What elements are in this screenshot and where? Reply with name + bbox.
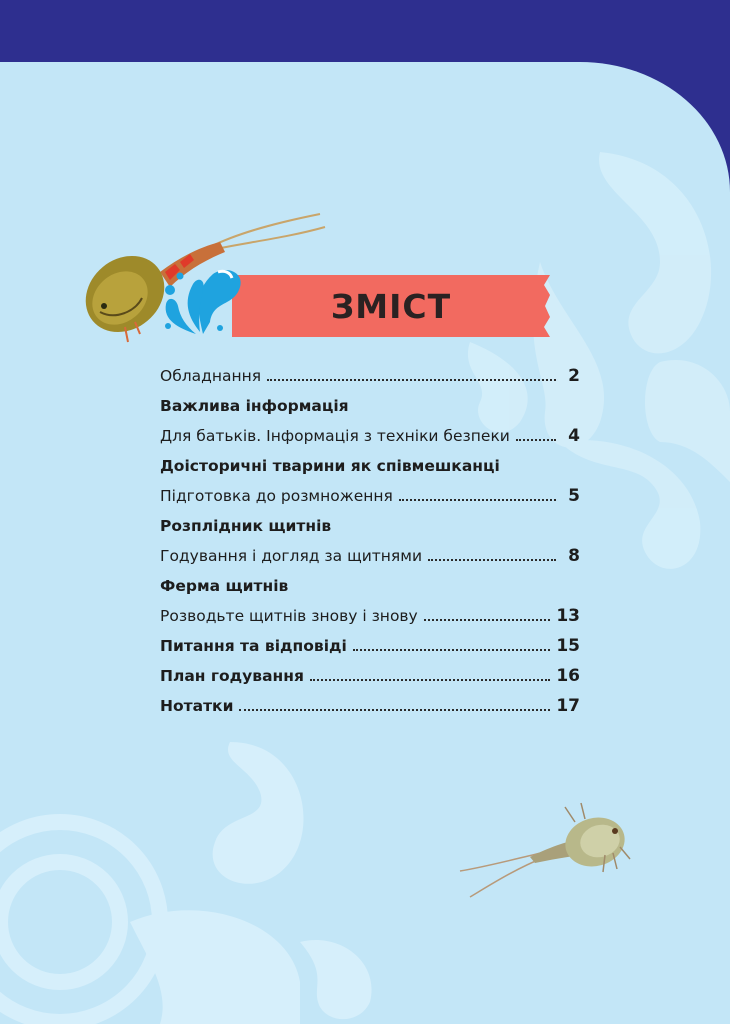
leader-dots (267, 377, 556, 381)
water-splash-icon (158, 262, 248, 342)
toc-entry[interactable] (160, 696, 580, 716)
toc-entry-label: Для батьків. Інформація з техніки безпеки (160, 427, 510, 445)
leader-dots (239, 707, 550, 711)
toc-entry[interactable] (160, 636, 580, 656)
toc-section-heading[interactable]: Розплідник щитнів (160, 517, 332, 535)
toc-section-heading[interactable]: Важлива інформація (160, 397, 349, 415)
toc-page-number: 5 (568, 486, 580, 506)
toc-entry-label: План годування (160, 667, 304, 685)
toc-entry[interactable] (160, 426, 580, 446)
table-of-contents (160, 366, 580, 716)
toc-entry-label: Годування і догляд за щитнями (160, 547, 423, 565)
toc-section-heading[interactable]: Ферма щитнів (160, 577, 289, 595)
leader-dots (310, 677, 550, 681)
toc-page-number: 8 (568, 546, 580, 566)
toc-entry[interactable] (160, 486, 580, 506)
toc-page-number: 13 (556, 606, 580, 626)
toc-section-heading[interactable]: Доісторичні тварини як співмешканці (160, 457, 500, 475)
toc-entry-label: Обладнання (160, 367, 262, 385)
toc-entry-label: Підготовка до розмноження (160, 487, 393, 505)
toc-entry[interactable] (160, 606, 580, 626)
leader-dots (399, 497, 556, 501)
toc-entry-label: Питання та відповіді (160, 637, 347, 655)
toc-entry[interactable] (160, 546, 580, 566)
toc-page-number: 17 (556, 696, 580, 716)
page-title: ЗМІСТ (330, 286, 452, 326)
leader-dots (516, 437, 556, 441)
toc-entry-label: Нотатки (160, 697, 234, 715)
leader-dots (353, 647, 550, 651)
toc-page-number: 16 (556, 666, 580, 686)
toc-entry[interactable] (160, 366, 580, 386)
toc-entry[interactable] (160, 666, 580, 686)
toc-entry-label: Розводьте щитнів знову і знову (160, 607, 418, 625)
leader-dots (424, 617, 551, 621)
contents-page (0, 62, 730, 1024)
toc-page-number: 15 (556, 636, 580, 656)
triops-shrimp-illustration (455, 797, 650, 907)
leader-dots (428, 557, 556, 561)
toc-page-number: 4 (568, 426, 580, 446)
toc-page-number: 2 (568, 366, 580, 386)
